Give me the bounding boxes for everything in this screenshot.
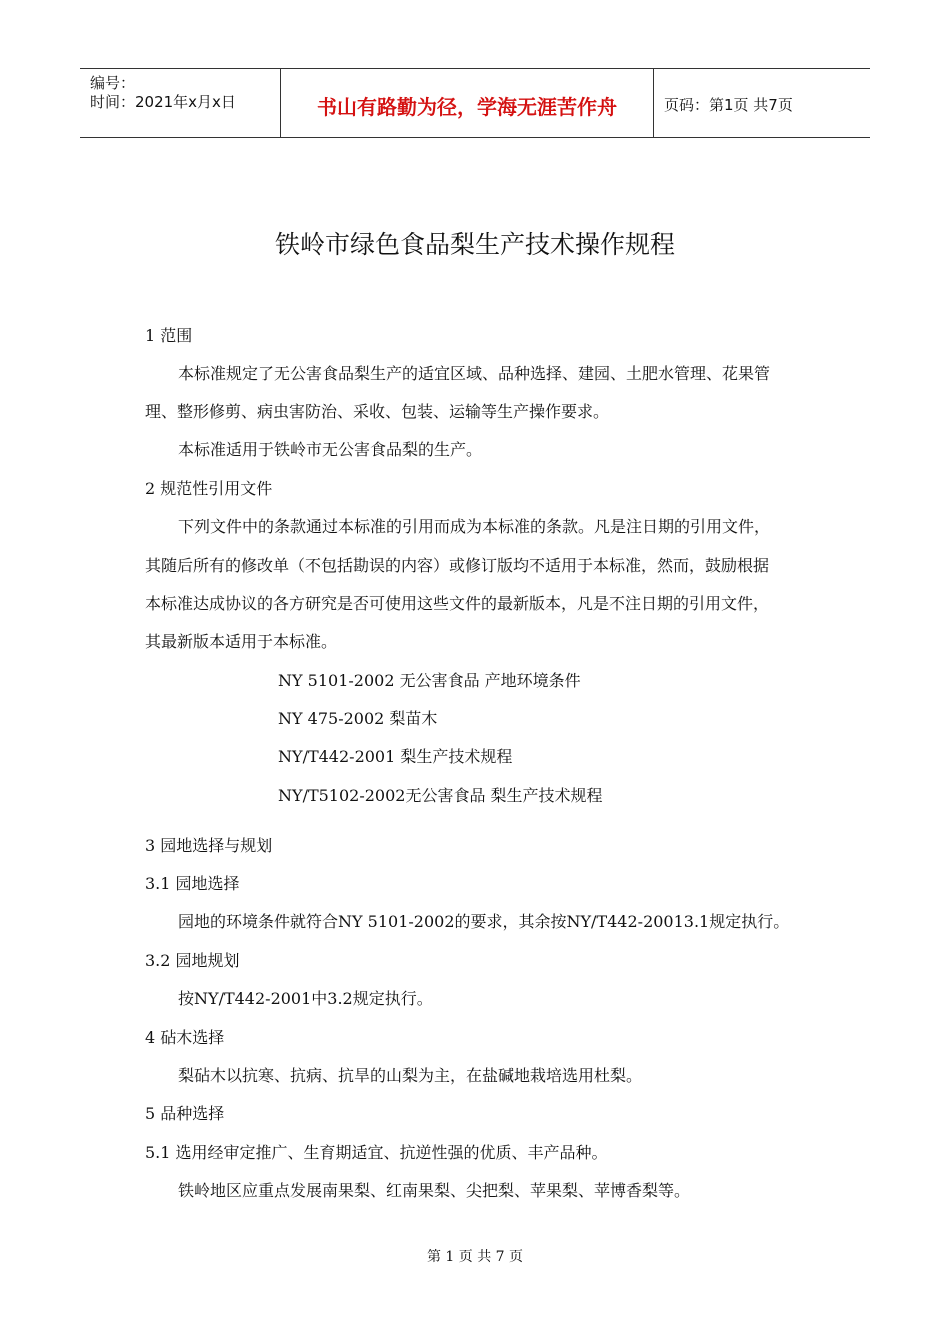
subsection-heading: 3.1 园地选择 [145,874,240,893]
paragraph-line: 其随后所有的修改单（不包括勘误的内容）或修订版均不适用于本标准，然而，鼓励根据 [145,556,770,575]
paragraph-line: 梨砧木以抗寒、抗病、抗旱的山梨为主，在盐碱地栽培选用杜梨。 [178,1066,643,1085]
paragraph-line: 本标准规定了无公害食品梨生产的适宜区域、品种选择、建园、土肥水管理、花果管 [178,364,771,383]
paragraph-line: 其最新版本适用于本标准。 [145,632,338,651]
document-number-label: 编号： [90,74,136,92]
reference-item: NY 5101-2002 无公害食品 产地环境条件 [278,671,581,690]
paragraph-line: 园地的环境条件就符合NY 5101-2002的要求，其余按NY/T442-20013.1规定执行。 [178,912,790,931]
section-heading: 3 园地选择与规划 [145,836,273,855]
paragraph-line: 本标准适用于铁岭市无公害食品梨的生产。 [178,440,483,459]
header-page-label: 页码：第1页 共7页 [664,96,793,114]
page-footer: 第 1 页 共 7 页 [426,1249,524,1265]
header-page-cell [654,69,870,137]
paragraph-line: 理、整形修剪、病虫害防治、采收、包装、运输等生产操作要求。 [145,402,610,421]
section-heading: 5 品种选择 [145,1104,225,1123]
paragraph-line: 下列文件中的条款通过本标准的引用而成为本标准的条款。凡是注日期的引用文件， [178,517,771,536]
document-title: 铁岭市绿色食品梨生产技术操作规程 [274,230,675,259]
header-motto-cell [281,69,654,137]
subsection-heading: 3.2 园地规划 [145,951,240,970]
reference-item: NY 475-2002 梨苗木 [278,709,438,728]
section-heading: 2 规范性引用文件 [145,479,273,498]
subsection-heading: 5.1 选用经审定推广、生育期适宜、抗逆性强的优质、丰产品种。 [145,1143,608,1162]
reference-item: NY/T5102-2002无公害食品 梨生产技术规程 [278,786,603,805]
paragraph-line: 按NY/T442-2001中3.2规定执行。 [178,989,433,1008]
section-heading: 4 砧木选择 [145,1028,225,1047]
paragraph-line: 本标准达成协议的各方研究是否可使用这些文件的最新版本，凡是不注日期的引用文件， [145,594,770,613]
header-table [80,68,870,138]
paragraph-line: 铁岭地区应重点发展南果梨、红南果梨、尖把梨、苹果梨、苹博香梨等。 [178,1181,691,1200]
header-motto: 书山有路勤为径，学海无涯苦作舟 [317,95,617,119]
reference-item: NY/T442-2001 梨生产技术规程 [278,747,513,766]
header-meta-cell [80,69,281,137]
section-heading: 1 范围 [145,326,193,345]
document-date-label: 时间：2021年x月x日 [90,93,236,111]
